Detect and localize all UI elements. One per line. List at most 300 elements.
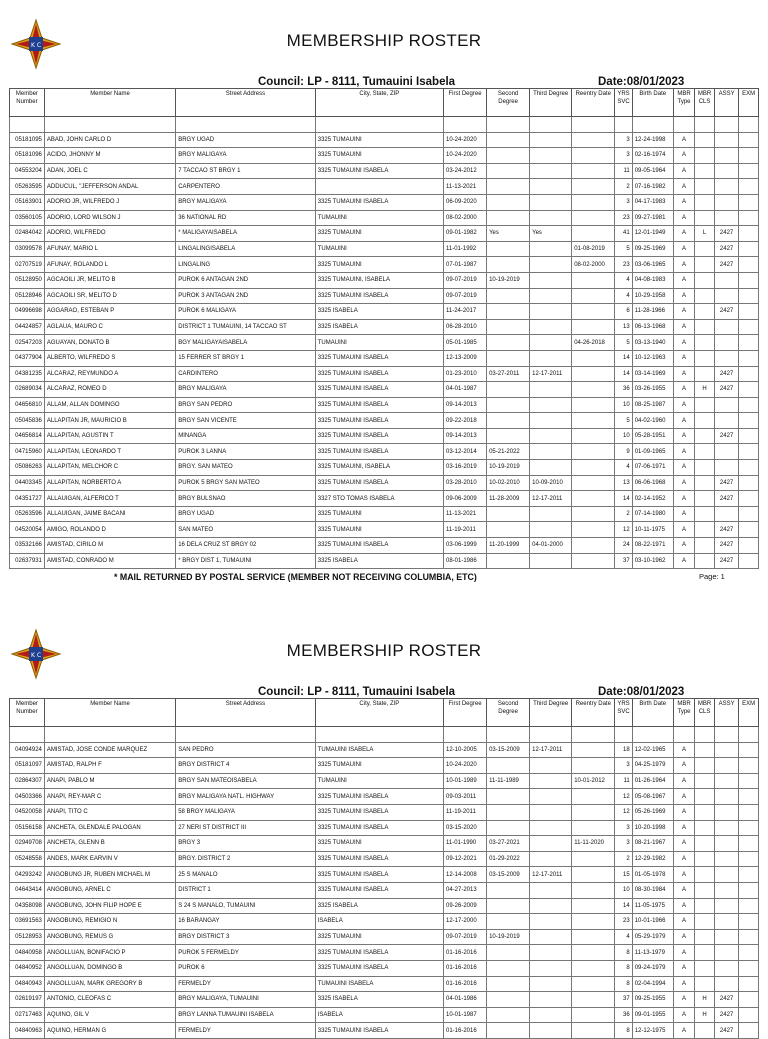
- table-cell: 02-14-1952: [632, 491, 673, 507]
- table-cell: 04840943: [10, 976, 45, 992]
- table-row: [10, 1007, 759, 1023]
- table-cell: [739, 758, 759, 774]
- column-header: Birth Date: [632, 89, 673, 117]
- table-cell: BRGY 3: [176, 836, 316, 852]
- table-cell: [695, 976, 714, 992]
- table-cell: PUROK 3 ANTAGAN 2ND: [176, 288, 316, 304]
- table-cell: 12: [615, 522, 632, 538]
- table-cell: [530, 976, 572, 992]
- table-cell: 09-26-2009: [443, 898, 486, 914]
- table-cell: BRGY LANNA TUMAUINI ISABELA: [176, 1007, 316, 1023]
- table-cell: 3325 TUMAUINI ISABELA: [315, 538, 443, 554]
- table-cell: AGLAUA, MAURO C: [44, 319, 175, 335]
- table-cell: 3325 TUMAUINI ISABELA: [315, 413, 443, 429]
- table-cell: LINGALING: [176, 257, 316, 273]
- table-cell: [739, 851, 759, 867]
- table-cell: 04-01-1987: [443, 382, 486, 398]
- table-cell: 01-29-2022: [487, 851, 530, 867]
- table-cell: A: [673, 506, 695, 522]
- table-cell: 3325 TUMAUINI ISABELA: [315, 194, 443, 210]
- table-cell: ADAN, JOEL C: [44, 163, 175, 179]
- table-cell: [714, 929, 739, 945]
- table-cell: [695, 789, 714, 805]
- table-cell: 04381235: [10, 366, 45, 382]
- table-cell: 2427: [714, 241, 739, 257]
- column-header: YRS SVC: [615, 89, 632, 117]
- table-cell: 01-16-2016: [443, 945, 486, 961]
- table-cell: 02-16-1974: [632, 148, 673, 164]
- table-cell: 05-08-1967: [632, 789, 673, 805]
- table-cell: 02-04-1994: [632, 976, 673, 992]
- table-cell: 3325 TUMAUINI: [315, 132, 443, 148]
- table-cell: Yes: [530, 226, 572, 242]
- table-cell: 05128953: [10, 929, 45, 945]
- spacer-cell: [176, 727, 316, 743]
- table-cell: A: [673, 210, 695, 226]
- column-header: Member Name: [44, 699, 175, 727]
- table-cell: [739, 945, 759, 961]
- table-cell: 11: [615, 773, 632, 789]
- table-cell: 02547203: [10, 335, 45, 351]
- table-cell: A: [673, 179, 695, 195]
- table-cell: 14: [615, 491, 632, 507]
- table-cell: ANGOLLUAN, BONIFACIO P: [44, 945, 175, 961]
- table-cell: [695, 945, 714, 961]
- table-cell: 18: [615, 742, 632, 758]
- table-cell: [530, 882, 572, 898]
- table-cell: 03-27-2021: [487, 836, 530, 852]
- table-cell: 3325 TUMAUINI: [315, 148, 443, 164]
- table-cell: BRGY MALIGAYA NATL. HIGHWAY: [176, 789, 316, 805]
- table-cell: A: [673, 867, 695, 883]
- table-cell: A: [673, 851, 695, 867]
- table-cell: [530, 773, 572, 789]
- table-cell: [530, 820, 572, 836]
- table-cell: 01-26-1964: [632, 773, 673, 789]
- table-cell: 3325 TUMAUINI: [315, 506, 443, 522]
- table-cell: [530, 914, 572, 930]
- spacer-cell: [572, 727, 615, 743]
- table-cell: 3325 TUMAUINI ISABELA: [315, 789, 443, 805]
- table-cell: ANAPI, PABLO M: [44, 773, 175, 789]
- table-cell: [714, 851, 739, 867]
- column-header: City, State, ZIP: [315, 699, 443, 727]
- roster-date: Date:08/01/2023: [598, 686, 685, 698]
- table-cell: 02689034: [10, 382, 45, 398]
- table-cell: 36 NATIONAL RD: [176, 210, 316, 226]
- table-cell: [572, 898, 615, 914]
- table-cell: [739, 804, 759, 820]
- table-cell: [739, 898, 759, 914]
- table-cell: ABAD, JOHN CARLO D: [44, 132, 175, 148]
- spacer-cell: [714, 727, 739, 743]
- table-row: [10, 960, 759, 976]
- table-cell: [572, 758, 615, 774]
- table-cell: 10-01-2012: [572, 773, 615, 789]
- table-cell: [530, 789, 572, 805]
- table-cell: [487, 976, 530, 992]
- table-cell: [739, 882, 759, 898]
- table-cell: 05045836: [10, 413, 45, 429]
- table-cell: 3325 TUMAUINI: [315, 226, 443, 242]
- table-cell: A: [673, 335, 695, 351]
- table-cell: [572, 1023, 615, 1039]
- table-cell: ALLAUIGAN, ALFERICO T: [44, 491, 175, 507]
- table-cell: 04656814: [10, 428, 45, 444]
- table-cell: 3325 TUMAUINI ISABELA: [315, 397, 443, 413]
- table-cell: 36: [615, 1007, 632, 1023]
- table-cell: 2427: [714, 428, 739, 444]
- table-cell: [572, 742, 615, 758]
- table-cell: [530, 945, 572, 961]
- table-cell: [572, 851, 615, 867]
- table-cell: [714, 789, 739, 805]
- table-cell: [695, 836, 714, 852]
- table-cell: ANGOLLUAN, DOMINGO B: [44, 960, 175, 976]
- column-header: Third Degree: [530, 699, 572, 727]
- column-header: EXM: [739, 699, 759, 727]
- table-cell: A: [673, 538, 695, 554]
- table-cell: 8: [615, 976, 632, 992]
- council-heading: Council: LP - 8111, Tumauini Isabela: [258, 686, 456, 698]
- table-cell: 11-11-1989: [487, 773, 530, 789]
- table-cell: CARPENTERO: [176, 179, 316, 195]
- table-cell: [530, 929, 572, 945]
- table-cell: 03-26-1955: [632, 382, 673, 398]
- table-cell: PUROK 5 BRGY SAN MATEO: [176, 475, 316, 491]
- table-cell: 3325 TUMAUINI ISABELA: [315, 428, 443, 444]
- table-cell: Yes: [487, 226, 530, 242]
- table-cell: [487, 960, 530, 976]
- table-cell: L: [695, 226, 714, 242]
- table-cell: A: [673, 960, 695, 976]
- table-cell: H: [695, 992, 714, 1008]
- table-cell: [739, 1007, 759, 1023]
- roster-body: [10, 727, 759, 1039]
- table-row: [10, 992, 759, 1008]
- table-cell: A: [673, 413, 695, 429]
- table-cell: 09-14-2013: [443, 428, 486, 444]
- table-cell: [714, 867, 739, 883]
- table-cell: 4: [615, 460, 632, 476]
- table-cell: 11-05-1975: [632, 898, 673, 914]
- table-cell: ANCHETA, GLENDALE PALOGAN: [44, 820, 175, 836]
- column-header: Second Degree: [487, 699, 530, 727]
- table-cell: [714, 898, 739, 914]
- table-cell: 08-02-2000: [572, 257, 615, 273]
- table-cell: 8: [615, 945, 632, 961]
- table-cell: 03-12-2014: [443, 444, 486, 460]
- table-cell: ALBERTO, WILFREDO S: [44, 350, 175, 366]
- table-cell: 11-13-2021: [443, 506, 486, 522]
- table-cell: 12-14-2008: [443, 867, 486, 883]
- table-cell: [714, 914, 739, 930]
- table-cell: 11: [615, 163, 632, 179]
- table-cell: 3325 TUMAUINI ISABELA: [315, 1023, 443, 1039]
- table-cell: 10-19-2019: [487, 460, 530, 476]
- table-cell: [530, 898, 572, 914]
- table-cell: LINGALINGISABELA: [176, 241, 316, 257]
- table-cell: 07-14-1980: [632, 506, 673, 522]
- table-cell: 3325 TUMAUINI ISABELA: [315, 945, 443, 961]
- column-header: ASSY: [714, 89, 739, 117]
- column-header: MBR Type: [673, 89, 695, 117]
- table-cell: ANCHETA, GLENN B: [44, 836, 175, 852]
- table-cell: 4: [615, 929, 632, 945]
- table-cell: 02717463: [10, 1007, 45, 1023]
- table-cell: BRGY SAN PEDRO: [176, 397, 316, 413]
- table-cell: [714, 773, 739, 789]
- spacer-cell: [695, 727, 714, 743]
- table-row: [10, 789, 759, 805]
- table-cell: [487, 992, 530, 1008]
- table-cell: 12-13-2009: [443, 350, 486, 366]
- table-cell: [739, 789, 759, 805]
- table-cell: BRGY MALIGAYA: [176, 194, 316, 210]
- table-cell: 14: [615, 350, 632, 366]
- table-cell: 05-28-1951: [632, 428, 673, 444]
- table-cell: 12: [615, 804, 632, 820]
- table-cell: [530, 992, 572, 1008]
- table-row: [10, 882, 759, 898]
- table-cell: 2427: [714, 553, 739, 569]
- table-cell: 08-02-2000: [443, 210, 486, 226]
- table-cell: FERMELDY: [176, 976, 316, 992]
- table-cell: [572, 929, 615, 945]
- table-cell: 06-28-2010: [443, 319, 486, 335]
- table-cell: 10-24-2020: [443, 758, 486, 774]
- header-row: [10, 699, 759, 727]
- table-cell: AFUNAY, MARIO L: [44, 241, 175, 257]
- table-cell: S 24 S MANALO, TUMAUINI: [176, 898, 316, 914]
- table-cell: ALLAPITAN, NORBERTO A: [44, 475, 175, 491]
- table-cell: 01-09-1965: [632, 444, 673, 460]
- column-header: Member Number: [10, 89, 45, 117]
- table-cell: 3: [615, 148, 632, 164]
- table-cell: BRGY BULSNAO: [176, 491, 316, 507]
- table-cell: 2427: [714, 1023, 739, 1039]
- table-cell: 3325 TUMAUINI: [315, 758, 443, 774]
- table-cell: 6: [615, 304, 632, 320]
- table-cell: 07-06-1971: [632, 460, 673, 476]
- table-cell: 09-07-2019: [443, 929, 486, 945]
- table-cell: [695, 867, 714, 883]
- table-cell: 10-01-1989: [443, 773, 486, 789]
- table-cell: 3325 TUMAUINI: [315, 257, 443, 273]
- table-cell: BRGY UGAD: [176, 506, 316, 522]
- table-cell: 10-01-1987: [443, 1007, 486, 1023]
- table-cell: 25 S MANALO: [176, 867, 316, 883]
- table-cell: A: [673, 929, 695, 945]
- table-cell: 5: [615, 241, 632, 257]
- table-cell: 04656810: [10, 397, 45, 413]
- table-cell: 06-06-1968: [632, 475, 673, 491]
- table-cell: A: [673, 257, 695, 273]
- table-cell: ANGOBUNG, REMIGIO N: [44, 914, 175, 930]
- table-cell: 03-13-1940: [632, 335, 673, 351]
- table-cell: 04-25-1979: [632, 758, 673, 774]
- table-cell: 03-28-2010: [443, 475, 486, 491]
- table-cell: 3325 TUMAUINI ISABELA: [315, 350, 443, 366]
- table-cell: 3: [615, 836, 632, 852]
- table-cell: [487, 945, 530, 961]
- table-cell: 16 BARANGAY: [176, 914, 316, 930]
- table-row: [10, 898, 759, 914]
- table-cell: 09-12-2021: [443, 851, 486, 867]
- svg-text:K C: K C: [30, 42, 42, 49]
- table-cell: 16 DELA CRUZ ST BRGY 02: [176, 538, 316, 554]
- table-cell: 10-12-1963: [632, 350, 673, 366]
- table-cell: PUROK 5 FERMELDY: [176, 945, 316, 961]
- table-cell: ANGOBUNG, JOHN FILIP HOPE E: [44, 898, 175, 914]
- table-cell: 04351727: [10, 491, 45, 507]
- spacer-cell: [673, 727, 695, 743]
- table-cell: 14: [615, 366, 632, 382]
- table-cell: ANGOBUNG JR, RUBEN MICHAEL M: [44, 867, 175, 883]
- table-cell: 09-25-1955: [632, 992, 673, 1008]
- table-cell: 05263595: [10, 179, 45, 195]
- table-cell: 2427: [714, 475, 739, 491]
- table-cell: PUROK 3 LANNA: [176, 444, 316, 460]
- table-cell: [487, 1023, 530, 1039]
- table-cell: A: [673, 804, 695, 820]
- table-cell: ANGOBUNG, ARNEL C: [44, 882, 175, 898]
- column-header: MBR CLS: [695, 699, 714, 727]
- table-cell: 09-06-2009: [443, 491, 486, 507]
- table-cell: PUROK 6 MALIGAYA: [176, 304, 316, 320]
- table-cell: 01-16-2016: [443, 960, 486, 976]
- table-cell: 09-05-1964: [632, 163, 673, 179]
- table-cell: 10-24-2020: [443, 132, 486, 148]
- table-row: [10, 976, 759, 992]
- table-cell: 12: [615, 789, 632, 805]
- table-cell: [695, 820, 714, 836]
- table-cell: A: [673, 194, 695, 210]
- table-cell: 12-02-1965: [632, 742, 673, 758]
- table-cell: [572, 914, 615, 930]
- table-cell: A: [673, 789, 695, 805]
- table-cell: 02949708: [10, 836, 45, 852]
- table-cell: 2427: [714, 366, 739, 382]
- table-cell: 05181097: [10, 758, 45, 774]
- table-cell: 11-24-2017: [443, 304, 486, 320]
- table-cell: [714, 945, 739, 961]
- table-cell: 12-24-1998: [632, 132, 673, 148]
- table-cell: A: [673, 491, 695, 507]
- table-cell: 2427: [714, 382, 739, 398]
- table-cell: BGY MALIGAYAISABELA: [176, 335, 316, 351]
- table-cell: ADDUCUL, "JEFFERSON ANDAL: [44, 179, 175, 195]
- table-cell: [695, 929, 714, 945]
- mail-returned-note: * MAIL RETURNED BY POSTAL SERVICE (MEMBER NOT RECEIVING COLUMBIA, ETC): [114, 572, 477, 582]
- table-cell: 03099578: [10, 241, 45, 257]
- table-cell: A: [673, 366, 695, 382]
- table-cell: TUMAUINI ISABELA: [315, 742, 443, 758]
- table-cell: 12-10-2005: [443, 742, 486, 758]
- table-cell: A: [673, 742, 695, 758]
- table-cell: 3325 TUMAUINI ISABELA: [315, 882, 443, 898]
- table-cell: 04520058: [10, 804, 45, 820]
- table-cell: 3327 STO TOMAS ISABELA: [315, 491, 443, 507]
- table-cell: 05181095: [10, 132, 45, 148]
- table-cell: [714, 820, 739, 836]
- table-cell: ADORIO JR, WILFREDO J: [44, 194, 175, 210]
- table-cell: [695, 898, 714, 914]
- table-cell: [530, 836, 572, 852]
- table-cell: A: [673, 882, 695, 898]
- page-number: Page: 1: [699, 572, 725, 581]
- table-cell: [714, 960, 739, 976]
- table-cell: A: [673, 1007, 695, 1023]
- table-cell: 2427: [714, 226, 739, 242]
- table-cell: [714, 882, 739, 898]
- table-cell: A: [673, 1023, 695, 1039]
- table-cell: 12-17-2011: [530, 867, 572, 883]
- table-cell: BRGY DISTRICT 3: [176, 929, 316, 945]
- column-header: Street Address: [176, 89, 316, 117]
- table-cell: 08-21-1967: [632, 836, 673, 852]
- table-cell: 3325 TUMAUINI ISABELA: [315, 851, 443, 867]
- table-cell: 15 FERRER ST BRGY 1: [176, 350, 316, 366]
- table-cell: 09-07-2019: [443, 288, 486, 304]
- table-cell: 05128950: [10, 272, 45, 288]
- table-cell: 03532166: [10, 538, 45, 554]
- table-row: [10, 820, 759, 836]
- table-cell: 05128946: [10, 288, 45, 304]
- table-cell: A: [673, 553, 695, 569]
- table-cell: ALLAPITAN, LEONARDO T: [44, 444, 175, 460]
- table-cell: [695, 960, 714, 976]
- table-cell: 11-28-1966: [632, 304, 673, 320]
- table-cell: 2427: [714, 1007, 739, 1023]
- table-cell: 04377904: [10, 350, 45, 366]
- table-cell: 5: [615, 413, 632, 429]
- table-cell: 04094924: [10, 742, 45, 758]
- column-header: First Degree: [443, 89, 486, 117]
- table-cell: 01-16-2016: [443, 1023, 486, 1039]
- table-cell: 4: [615, 288, 632, 304]
- table-cell: 01-08-2019: [572, 241, 615, 257]
- table-cell: 2: [615, 179, 632, 195]
- table-cell: [572, 867, 615, 883]
- table-cell: BRGY SAN MATEOISABELA: [176, 773, 316, 789]
- table-cell: 04424857: [10, 319, 45, 335]
- table-cell: AMISTAD, RALPH F: [44, 758, 175, 774]
- table-cell: 3325 TUMAUINI ISABELA: [315, 366, 443, 382]
- table-cell: 06-09-2020: [443, 194, 486, 210]
- table-cell: A: [673, 820, 695, 836]
- table-cell: 12-01-1949: [632, 226, 673, 242]
- table-cell: [572, 960, 615, 976]
- table-cell: H: [695, 382, 714, 398]
- table-cell: 03-16-2019: [443, 460, 486, 476]
- table-cell: [714, 836, 739, 852]
- table-cell: AQUINO, HERMAN G: [44, 1023, 175, 1039]
- table-cell: 3325 ISABELA: [315, 553, 443, 569]
- table-cell: 04715960: [10, 444, 45, 460]
- table-cell: 04840952: [10, 960, 45, 976]
- table-cell: 03-15-2009: [487, 742, 530, 758]
- table-cell: A: [673, 163, 695, 179]
- table-cell: A: [673, 522, 695, 538]
- table-cell: BRGY. SAN MATEO: [176, 460, 316, 476]
- table-cell: 02864307: [10, 773, 45, 789]
- spacer-cell: [44, 727, 175, 743]
- table-cell: [695, 851, 714, 867]
- table-cell: 10-24-2020: [443, 148, 486, 164]
- table-cell: 3325 ISABELA: [315, 992, 443, 1008]
- table-cell: 05248558: [10, 851, 45, 867]
